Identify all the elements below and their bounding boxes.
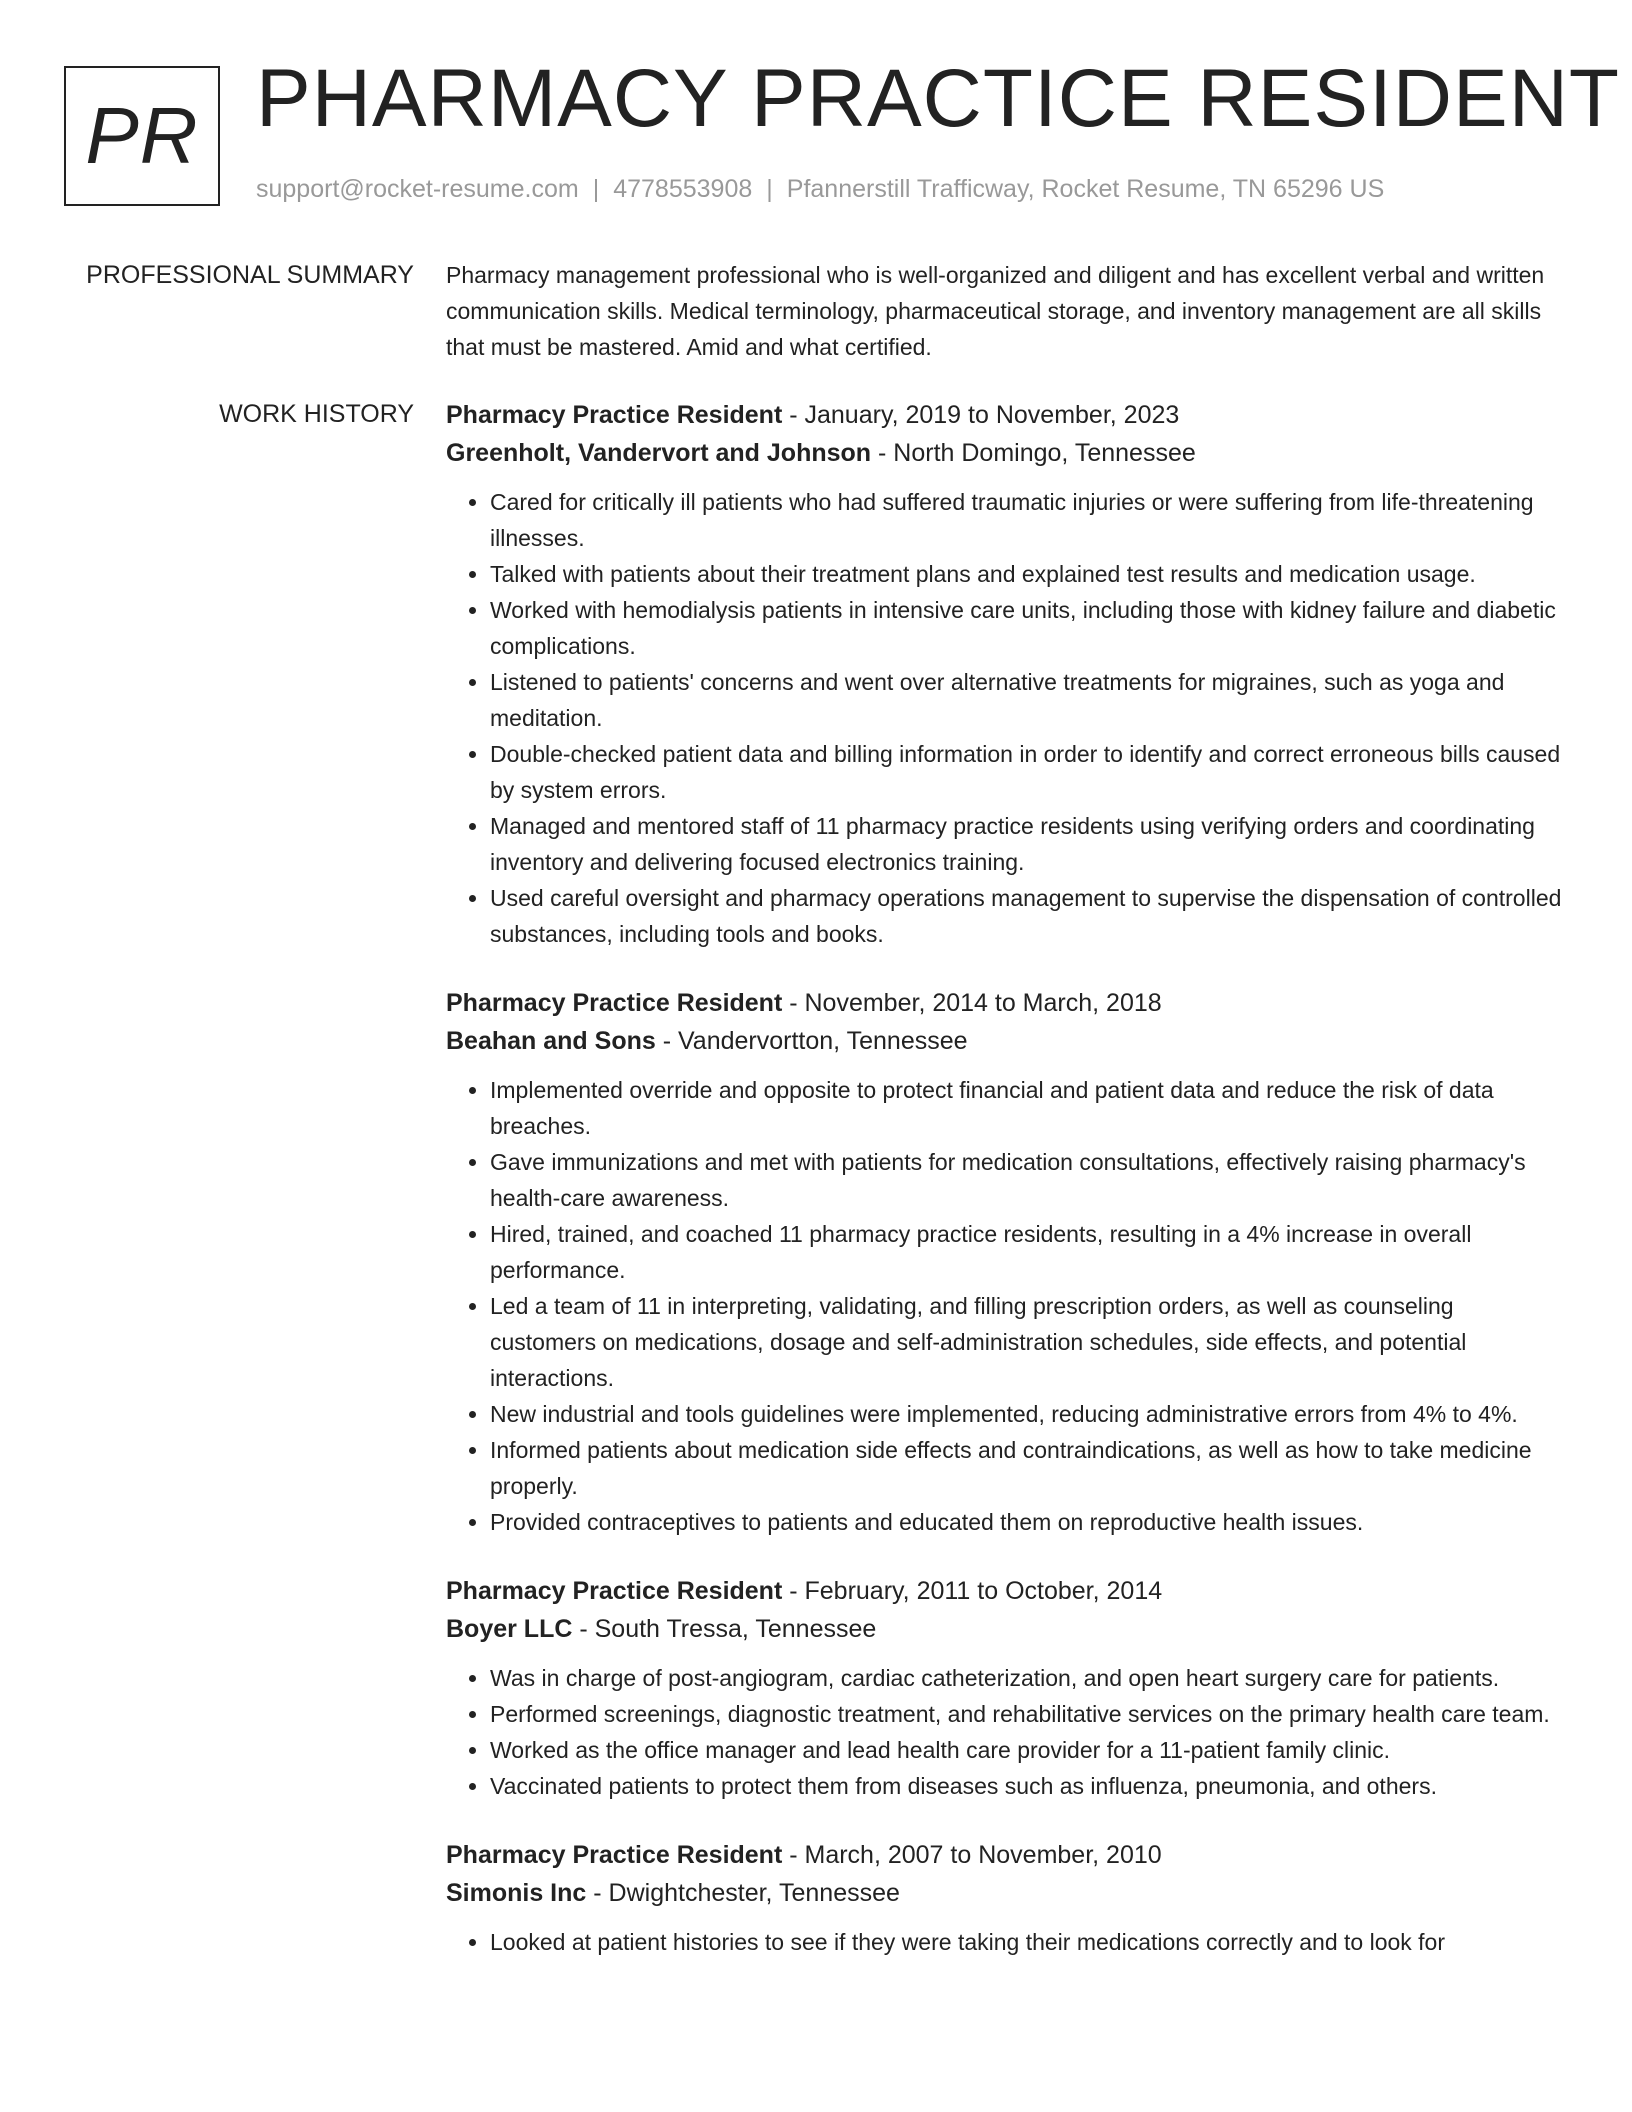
bullet-item: • Led a team of 11 in interpreting, validating, and filling prescription orders, as well as counseling customers on medications, dosage and self-administration schedules, side effects, and potential interactions. <box>490 1288 1566 1396</box>
job-dates: - January, 2019 to November, 2023 <box>782 401 1180 429</box>
job-title: Pharmacy Practice Resident <box>446 1577 783 1605</box>
job-location: - Dwightchester, Tennessee <box>586 1879 900 1907</box>
bullet-item: • Talked with patients about their treatment plans and explained test results and medication usage. <box>490 556 1566 592</box>
bullet-item: • Informed patients about medication side effects and contraindications, as well as how to take medicine properly. <box>490 1432 1566 1504</box>
job-entry <box>446 1572 1566 1804</box>
job-company: Simonis Inc <box>446 1879 587 1907</box>
job-entry <box>446 396 1566 952</box>
job-company-line <box>446 1022 1566 1060</box>
job-company: Boyer LLC <box>446 1615 573 1643</box>
job-entry <box>446 1836 1566 1960</box>
work-history-body <box>446 396 1566 1992</box>
job-dates: - February, 2011 to October, 2014 <box>782 1577 1163 1605</box>
bullet-item: • Vaccinated patients to protect them from diseases such as influenza, pneumonia, and others. <box>490 1768 1566 1804</box>
contact-separator: | <box>766 175 773 203</box>
bullet-item: • Worked with hemodialysis patients in intensive care units, including those with kidney failure and diabetic complications. <box>490 592 1566 664</box>
bullet-item: • Was in charge of post-angiogram, cardiac catheterization, and open heart surgery care for patients. <box>490 1660 1566 1696</box>
contact-address: Pfannerstill Trafficway, Rocket Resume, TN 65296 US <box>786 175 1385 203</box>
job-location: - North Domingo, Tennessee <box>871 439 1196 467</box>
section-label-work-history: WORK HISTORY <box>219 400 414 428</box>
job-title-line <box>446 1836 1566 1874</box>
job-bullets <box>446 1072 1566 1540</box>
monogram-logo: PR <box>64 66 220 206</box>
job-company-line <box>446 1874 1566 1912</box>
bullet-item: • Looked at patient histories to see if they were taking their medications correctly and to look for <box>490 1924 1566 1960</box>
job-location: - South Tressa, Tennessee <box>572 1615 877 1643</box>
resume-title: PHARMACY PRACTICE RESIDENT <box>256 53 1621 144</box>
bullet-item: • Implemented override and opposite to protect financial and patient data and reduce the risk of data breaches. <box>490 1072 1566 1144</box>
summary-body <box>446 257 1566 365</box>
job-entry <box>446 984 1566 1540</box>
bullet-item: • Hired, trained, and coached 11 pharmacy practice residents, resulting in a 4% increase in overall performance. <box>490 1216 1566 1288</box>
contact-separator: | <box>592 175 600 203</box>
job-company: Beahan and Sons <box>446 1027 656 1055</box>
bullet-item: • Provided contraceptives to patients and educated them on reproductive health issues. <box>490 1504 1566 1540</box>
bullet-item: • Managed and mentored staff of 11 pharmacy practice residents using verifying orders and coordinating inventory and delivering focused electronics training. <box>490 808 1566 880</box>
bullet-item: • Gave immunizations and met with patients for medication consultations, effectively raising pharmacy's health-care awareness. <box>490 1144 1566 1216</box>
job-title-line <box>446 984 1566 1022</box>
section-label-summary: PROFESSIONAL SUMMARY <box>86 261 414 289</box>
job-bullets <box>446 1660 1566 1804</box>
job-bullets <box>446 484 1566 952</box>
summary-text: Pharmacy management professional who is well-organized and diligent and has excellent verbal and written communication skills. Medical terminology, pharmaceutical storage, and inventory management are all skills that must be mastered. Amid and what certified. <box>446 262 1545 360</box>
bullet-item: • Double-checked patient data and billing information in order to identify and correct erroneous bills caused by system errors. <box>490 736 1566 808</box>
job-title-line <box>446 396 1566 434</box>
job-dates: - November, 2014 to March, 2018 <box>782 989 1162 1017</box>
contact-line <box>256 174 1384 204</box>
job-title: Pharmacy Practice Resident <box>446 1841 783 1869</box>
job-dates: - March, 2007 to November, 2010 <box>782 1841 1162 1869</box>
job-company-line <box>446 1610 1566 1648</box>
job-title-line <box>446 1572 1566 1610</box>
job-company: Greenholt, Vandervort and Johnson <box>446 439 872 467</box>
bullet-item: • Worked as the office manager and lead health care provider for a 11-patient family clinic. <box>490 1732 1566 1768</box>
contact-email[interactable]: support@rocket-resume.com <box>256 175 579 203</box>
contact-phone[interactable]: 4778553908 <box>613 175 753 203</box>
bullet-item: • Used careful oversight and pharmacy operations management to supervise the dispensation of controlled substances, including tools and books. <box>490 880 1566 952</box>
bullet-item: • New industrial and tools guidelines were implemented, reducing administrative errors from 4% to 4%. <box>490 1396 1566 1432</box>
bullet-item: • Performed screenings, diagnostic treatment, and rehabilitative services on the primary health care team. <box>490 1696 1566 1732</box>
bullet-item: • Cared for critically ill patients who had suffered traumatic injuries or were suffering from life-threatening illnesses. <box>490 484 1566 556</box>
bullet-item: • Listened to patients' concerns and went over alternative treatments for migraines, such as yoga and meditation. <box>490 664 1566 736</box>
job-company-line <box>446 434 1566 472</box>
job-bullets <box>446 1924 1566 1960</box>
job-location: - Vandervortton, Tennessee <box>655 1027 968 1055</box>
job-title: Pharmacy Practice Resident <box>446 989 783 1017</box>
job-title: Pharmacy Practice Resident <box>446 401 783 429</box>
